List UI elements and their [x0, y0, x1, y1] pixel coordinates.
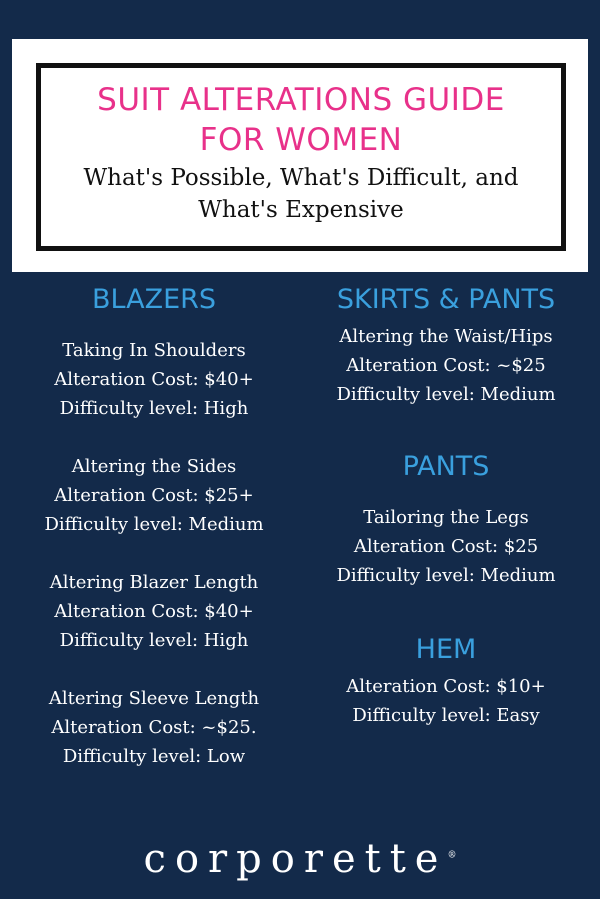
header-card — [12, 39, 588, 272]
pants-heading: PANTS — [402, 451, 490, 482]
blazers-heading: BLAZERS — [91, 284, 217, 315]
item-difficulty: Difficulty level: High — [59, 398, 249, 419]
item-cost: Alteration Cost: ~$25 — [346, 355, 546, 376]
item-cost: Alteration Cost: $25+ — [54, 485, 254, 506]
item-difficulty: Difficulty level: Medium — [336, 384, 556, 405]
item-difficulty: Difficulty level: Medium — [336, 565, 556, 586]
page-title — [41, 80, 561, 160]
item-difficulty: Difficulty level: Low — [62, 746, 246, 767]
item-name: Taking In Shoulders — [62, 340, 246, 361]
item-difficulty: Difficulty level: High — [59, 630, 249, 651]
item-cost: Alteration Cost: $40+ — [54, 369, 254, 390]
right-column — [306, 282, 586, 730]
title-line-2: FOR WOMEN — [199, 122, 403, 158]
registered-mark: ® — [447, 850, 457, 861]
subtitle-line-1: What's Possible, What's Difficult, and — [83, 165, 519, 191]
brand-logo — [0, 836, 600, 882]
blazer-item-shoulders — [22, 336, 286, 423]
header-frame — [36, 63, 566, 251]
blazers-column — [22, 282, 286, 771]
blazer-item-sleeve — [22, 684, 286, 771]
blazer-item-sides — [22, 452, 286, 539]
item-cost: Alteration Cost: $10+ — [346, 676, 546, 697]
item-name: Altering Blazer Length — [49, 572, 259, 593]
title-line-1: SUIT ALTERATIONS GUIDE — [97, 82, 505, 118]
skirts-pants-item-waist — [306, 322, 586, 409]
page-subtitle — [41, 162, 561, 226]
item-difficulty: Difficulty level: Medium — [44, 514, 264, 535]
hem-item — [306, 672, 586, 730]
pants-item-legs — [306, 503, 586, 590]
brand-name: corporette — [143, 836, 448, 882]
item-name: Tailoring the Legs — [363, 507, 529, 528]
blazer-item-length — [22, 568, 286, 655]
item-cost: Alteration Cost: $25 — [353, 536, 539, 557]
subtitle-line-2: What's Expensive — [198, 197, 404, 223]
item-name: Altering the Sides — [71, 456, 237, 477]
item-cost: Alteration Cost: ~$25. — [51, 717, 257, 738]
item-name: Altering the Waist/Hips — [339, 326, 553, 347]
item-difficulty: Difficulty level: Easy — [352, 705, 540, 726]
item-cost: Alteration Cost: $40+ — [54, 601, 254, 622]
hem-heading: HEM — [415, 634, 477, 665]
skirts-pants-heading: SKIRTS & PANTS — [336, 284, 556, 315]
item-name: Altering Sleeve Length — [48, 688, 260, 709]
